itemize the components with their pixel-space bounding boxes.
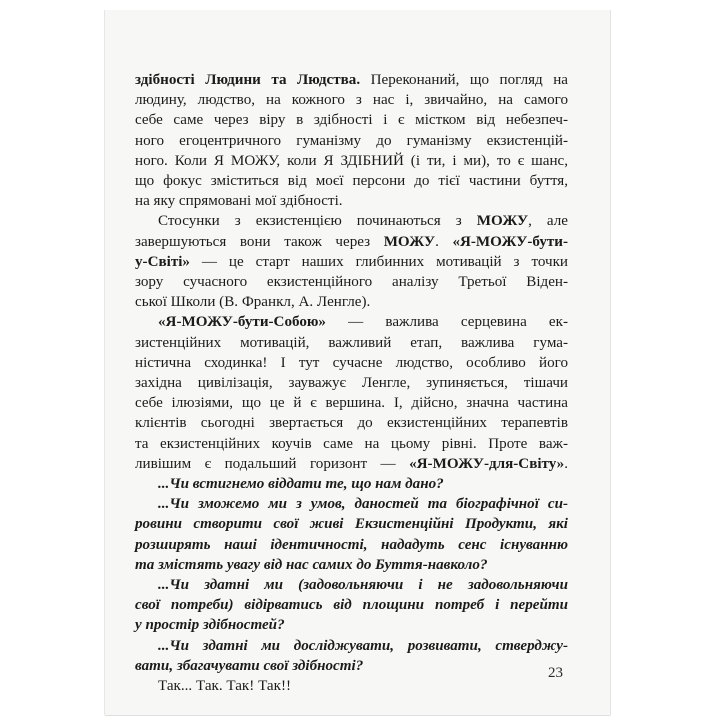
emphasized-text-run: свої потреби) відірватись від площини потреб і перейти [135,597,568,614]
text-run: Переконаний, що погляд на [360,72,569,88]
text-line [135,292,568,312]
emphasized-text-run: ровини створити свої живі Екзистенційні Продукти, які [135,516,568,533]
text-run: — важлива серцевина ек- [325,314,568,331]
text-line [135,393,568,413]
book-page [105,10,610,715]
text-run: . [435,233,453,250]
emphasized-text-run: «Я-МОЖУ-для-Світу» [409,455,565,472]
text-line [135,110,568,130]
text-line [135,615,568,635]
text-line [135,70,568,90]
emphasized-text-run: «Я-МОЖУ-бути-Собою» [158,314,326,331]
emphasized-text-run: розширять наші ідентичності, нададуть сенс існуванню [135,536,568,553]
emphasized-text-run: здібності Людини та Людства. [135,72,361,88]
text-line [135,353,568,373]
page-body-text [135,70,568,696]
text-line [135,151,568,171]
text-line [135,595,568,615]
text-line [135,434,568,454]
text-run: . [564,455,568,472]
text-run: — це старт наших глибинних мотивацій з точки [189,253,568,270]
text-run: клієнтів сьогодні звертається до екзистенційних терапевтів [135,415,568,432]
text-line [135,90,568,110]
text-line [135,272,568,292]
page-number: 23 [548,665,563,681]
emphasized-text-run: вати, збагачувати свої здібності? [135,657,364,674]
text-run: завершуються вони також через [135,233,384,250]
text-line [135,656,568,676]
text-line [135,575,568,595]
text-line [135,555,568,575]
text-run: зистенційних мотивацій, важливий етап, важлива гума- [135,334,568,351]
text-run: ного. Коли Я МОЖУ, коли Я ЗДІБНИЙ (і ти, і ми), то є шанс, [135,152,568,169]
text-run: ської Школи (В. Франкл, А. Ленгле). [135,294,371,311]
text-line [135,312,568,332]
text-run: людину, людство, на кожного з нас і, звичайно, на самого [135,92,568,109]
text-line [135,211,568,231]
text-line [135,636,568,656]
text-run: себе ілюзіями, що це й є вершина. І, дійсно, значна частина [135,395,568,412]
text-line [135,535,568,555]
text-line [135,474,568,494]
text-run: ливішим є подальший горизонт — [135,455,410,472]
text-run: ного егоцентричного гуманізму до гуманізму екзистенцій- [135,132,568,149]
text-run: що фокус зміститься від моєї персони до тієї частини буття, [135,173,568,190]
text-run: ністична сходинка! І тут сучасне людство, особливо його [135,354,568,371]
text-line [135,252,568,272]
text-line [135,171,568,191]
text-line [135,514,568,534]
text-run: та екзистенційних коучів саме на цьому рівні. Проте важ- [135,435,568,452]
emphasized-text-run: та змістять увагу від нас самих до Буття-навколо? [135,556,488,573]
emphasized-text-run: «Я-МОЖУ-бути- [452,233,569,250]
text-line [135,454,568,474]
text-run: , але [528,213,568,230]
emphasized-text-run: ...Чи встигнемо віддати те, що нам дано? [158,476,444,493]
text-line [135,373,568,393]
emphasized-text-run: МОЖУ [476,213,529,230]
text-run: на яку спрямовані мої здібності. [135,193,343,210]
text-line [135,413,568,433]
emphasized-text-run: ...Чи здатні ми (задовольняючи і не задовольняючи [158,577,568,594]
emphasized-text-run: ...Чи здатні ми досліджувати, розвивати, стверджу- [158,637,568,654]
text-run: Стосунки з екзистенцією починаються з [158,213,477,230]
emphasized-text-run: у простір здібностей? [135,617,285,634]
text-line [135,333,568,353]
text-line [135,131,568,151]
emphasized-text-run: ...Чи зможемо ми з умов, даностей та біографічної си- [158,496,568,513]
text-run: західна цивілізація, зауважує Ленгле, зупиняється, тішачи [135,375,568,392]
text-run: себе саме через віру в здібності і є містком від небезпеч- [135,112,568,129]
text-run: зору сучасного екзистенційного аналізу Третьої Віден- [135,274,568,291]
emphasized-text-run: МОЖУ [383,233,436,250]
emphasized-text-run: у-Світі» [135,253,190,270]
text-line [135,191,568,211]
text-line [135,494,568,514]
text-line [135,232,568,252]
text-run: Так... Так. Так! Так!! [158,678,291,695]
text-line [135,676,568,696]
